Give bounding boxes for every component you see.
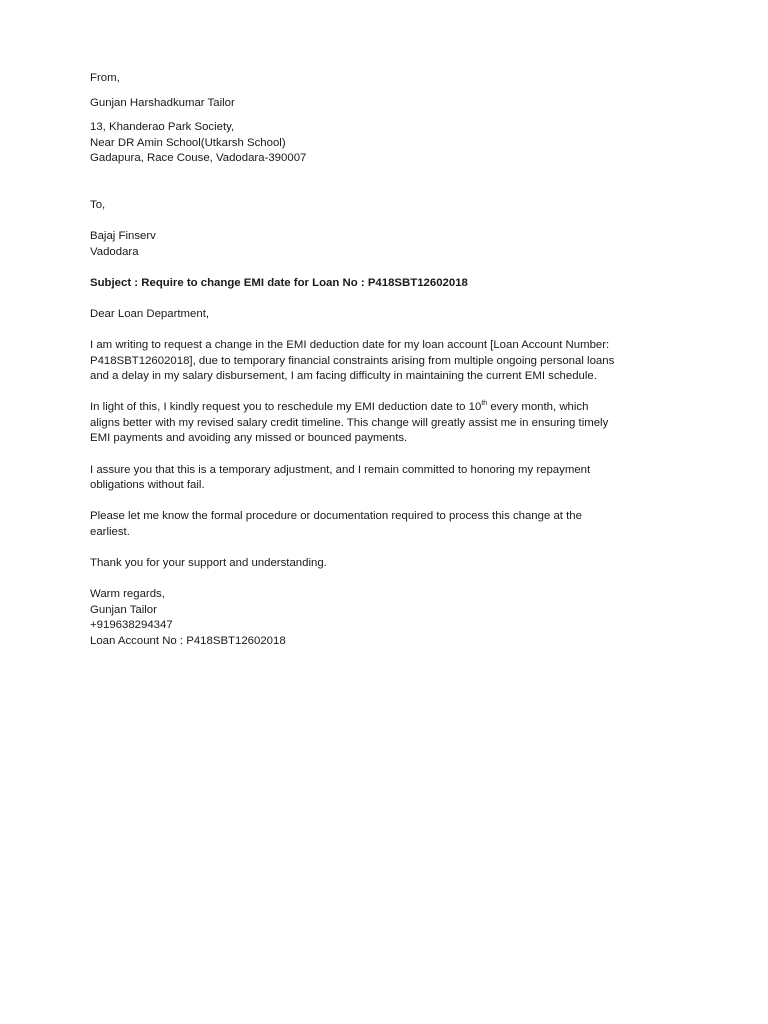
salutation: Dear Loan Department, xyxy=(90,307,210,320)
recipient-line: Vadodara xyxy=(90,245,139,258)
paragraph-thanks: Thank you for your support and understanding. xyxy=(90,556,327,569)
paragraph-line: earliest. xyxy=(90,525,130,538)
paragraph-reschedule xyxy=(90,400,682,447)
loan-account-number: Loan Account No : P418SBT12602018 xyxy=(90,634,286,647)
paragraph-text: In light of this, I kindly request you to reschedule my EMI deduction date to 10 xyxy=(90,401,482,414)
paragraph-line: and a delay in my salary disbursement, I am facing difficulty in maintaining the current EMI schedule. xyxy=(90,370,597,383)
ordinal-suffix: th xyxy=(481,400,488,408)
paragraph-line: P418SBT12602018], due to temporary financial constraints arising from multiple ongoing personal loans xyxy=(90,354,615,367)
sender-address-line: 13, Khanderao Park Society, xyxy=(90,121,235,134)
sender-address-line: Gadapura, Race Couse, Vadodara-390007 xyxy=(90,152,307,165)
signature-block xyxy=(90,587,690,649)
paragraph-assurance xyxy=(90,463,682,494)
paragraph-line xyxy=(90,400,682,416)
paragraph-line: I am writing to request a change in the EMI deduction date for my loan account [Loan Account Number: xyxy=(90,338,610,351)
paragraph-line: aligns better with my revised salary credit timeline. This change will greatly assist me in ensuring timely xyxy=(90,416,609,429)
paragraph-line: EMI payments and avoiding any missed or bounced payments. xyxy=(90,432,408,445)
sender-address-line: Near DR Amin School(Utkarsh School) xyxy=(90,136,286,149)
recipient-block xyxy=(90,229,690,260)
letter-body xyxy=(90,71,690,649)
signature-name: Gunjan Tailor xyxy=(90,603,157,616)
closing: Warm regards, xyxy=(90,587,165,600)
paragraph-request xyxy=(90,338,682,385)
recipient-line: Bajaj Finserv xyxy=(90,230,156,243)
from-label: From, xyxy=(90,72,120,84)
paragraph-text: every month, which xyxy=(487,401,589,414)
paragraph-line: I assure you that this is a temporary adjustment, and I remain committed to honoring my repayment xyxy=(90,463,591,476)
sender-address xyxy=(90,120,690,167)
sender-name: Gunjan Harshadkumar Tailor xyxy=(90,96,235,109)
paragraph-procedure xyxy=(90,509,682,540)
to-label: To, xyxy=(90,198,106,211)
subject-line: Subject : Require to change EMI date for Loan No : P418SBT12602018 xyxy=(90,276,468,289)
phone-number: +919638294347 xyxy=(90,619,173,632)
paragraph-line: Please let me know the formal procedure or documentation required to process this change at the xyxy=(90,510,582,523)
paragraph-line: obligations without fail. xyxy=(90,479,205,492)
